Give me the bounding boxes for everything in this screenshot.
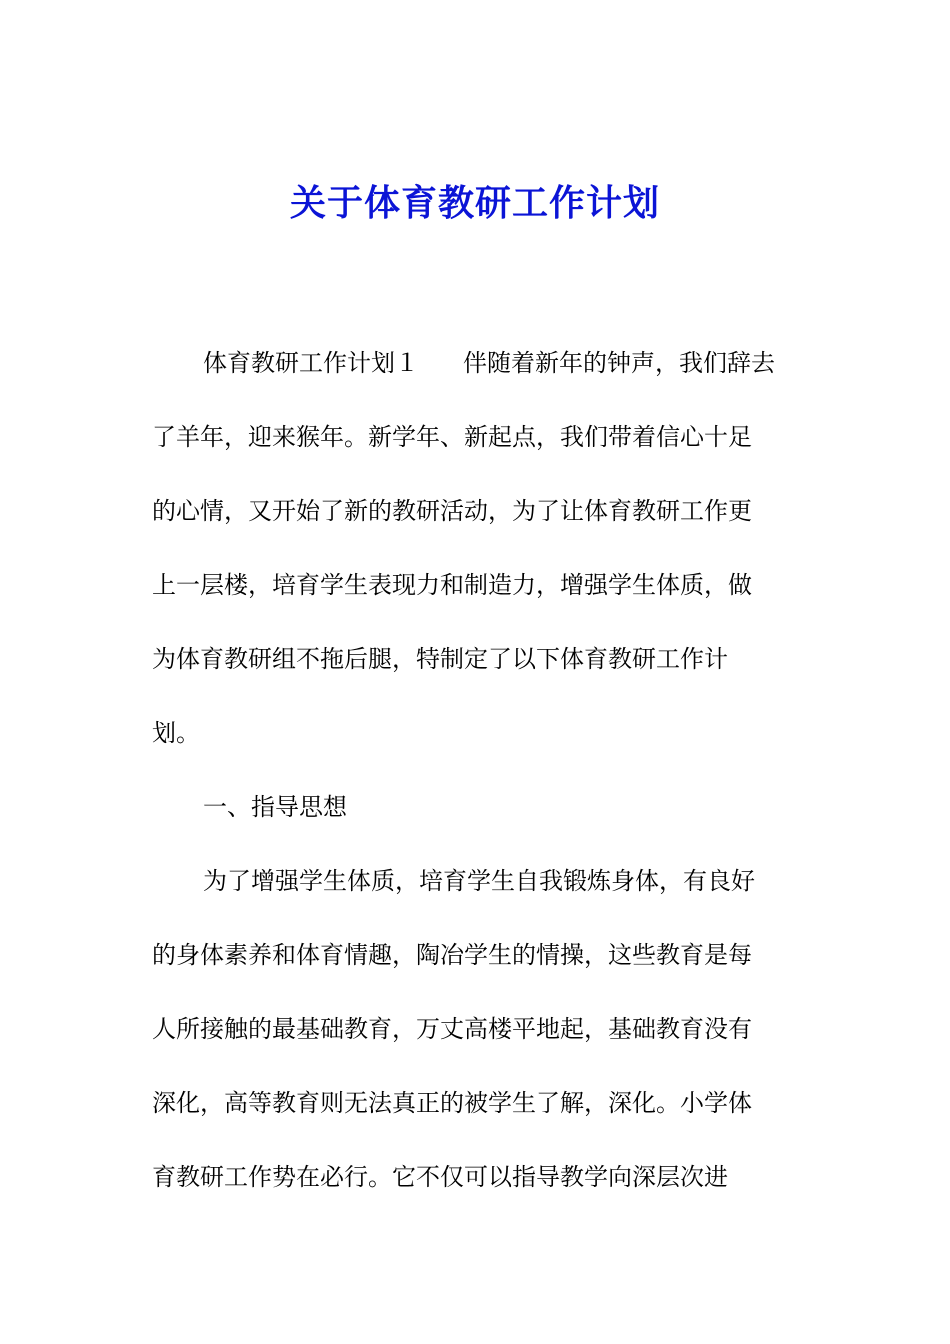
paragraph-line <box>152 326 812 400</box>
document-title: 关于体育教研工作计划 <box>289 183 660 224</box>
paragraph-line: 了羊年，迎来猴年。新学年、新起点，我们带着信心十足 <box>152 423 752 451</box>
paragraph-guiding-ideology <box>152 844 812 1214</box>
paragraph-line: 深化，高等教育则无法真正的被学生了解，深化。小学体 <box>152 1089 752 1117</box>
paragraph-intro <box>152 326 812 770</box>
paragraph-line: 上一层楼，培育学生表现力和制造力，增强学生体质，做 <box>152 571 752 599</box>
section-heading: 一、指导思想 <box>203 793 347 821</box>
paragraph-line: 划。 <box>152 719 200 747</box>
paragraph-line: 为体育教研组不拖后腿，特制定了以下体育教研工作计 <box>152 645 728 673</box>
paragraph-text: 伴随着新年的钟声，我们辞去 <box>463 349 775 377</box>
paragraph-line: 的身体素养和体育情趣，陶冶学生的情操，这些教育是每 <box>152 941 752 969</box>
document-body <box>152 326 812 1214</box>
paragraph-line: 为了增强学生体质，培育学生自我锻炼身体，有良好 <box>203 867 755 895</box>
section-heading-inline: 体育教研工作计划１ <box>203 349 419 377</box>
section-heading-guiding-ideology <box>152 770 812 844</box>
paragraph-line: 的心情，又开始了新的教研活动，为了让体育教研工作更 <box>152 497 752 525</box>
paragraph-line: 人所接触的最基础教育，万丈高楼平地起，基础教育没有 <box>152 1015 752 1043</box>
paragraph-line: 育教研工作势在必行。它不仅可以指导教学向深层次进 <box>152 1163 728 1191</box>
